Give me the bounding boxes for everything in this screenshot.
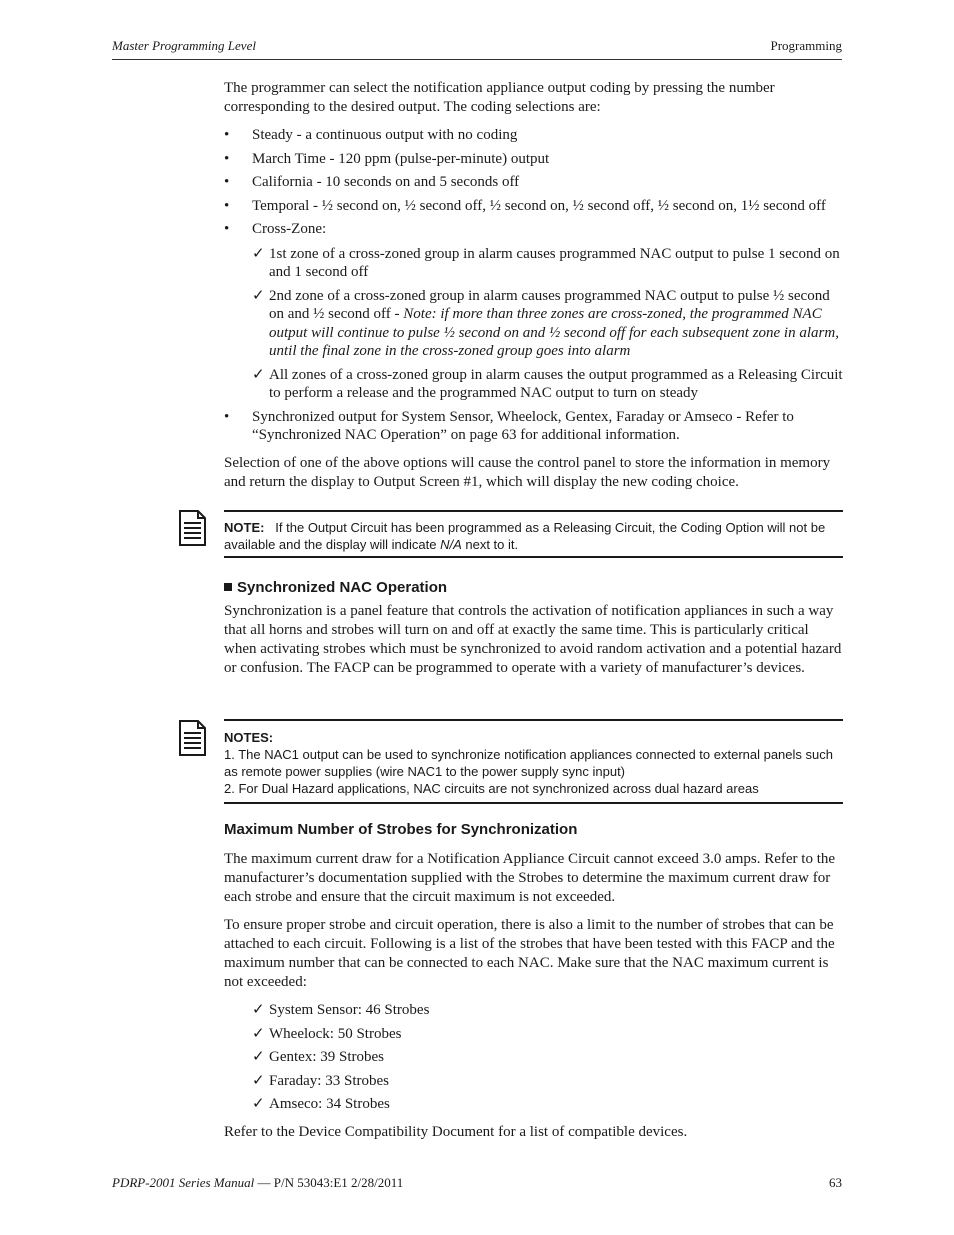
checkmark-icon: ✓ [252,1096,265,1112]
notes-label: NOTES: [224,730,274,745]
selection-paragraph: Selection of one of the above options will cause the control panel to store the information in memory and return the display to Output Screen #1, which will display the new coding choice. [224,454,831,490]
list-item: • California - 10 seconds on and 5 seconds off [224,174,520,190]
current-draw-paragraph: The maximum current draw for a Notification Appliance Circuit cannot exceed 3.0 amps. Refer to the manufacturer’s documentation supplied with the Strobes to determine the maximum current draw for each strobe and ensure that the circuit maximum is not exceeded. [224,851,836,905]
list-item: • March Time - 120 ppm (pulse-per-minute) output [224,150,550,167]
bullet-icon: • [224,197,230,214]
strobe-list [252,1001,844,1114]
cross-zone-note: Note: if more than three zones are cross-zoned, the programmed NAC output will continue to pulse ½ second on and ½ second off for each subsequent zone in alarm, until the final zone in the cross-zoned group goes into alarm [269,306,839,359]
checkmark-icon: ✓ [252,366,265,383]
page-number: 63 [829,1175,842,1190]
checkmark-icon: ✓ [252,287,265,304]
checkmark-icon: ✓ [252,245,265,262]
sync-section [224,579,844,687]
list-item: ✓ 1st zone of a cross-zoned group in alarm causes programmed NAC output to pulse 1 second on and 1 second off [252,245,840,280]
sync-paragraph: Synchronization is a panel feature that controls the activation of notification appliances in such a way that all horns and strobes will turn on and off at exactly the same time. This is particularly critical when activating strobes which must be synchronized to avoid random activation and a potential hazard or confusion. The FACP can be programmed to operate with a variety of manufacturer’s devices. [224,603,842,676]
list-item: ✓ System Sensor: 46 Strobes [252,1002,430,1018]
list-item: ✓ All zones of a cross-zoned group in alarm causes the output programmed as a Releasing Circuit to perform a release and the programmed NAC output to turn on steady [252,366,843,401]
note-label: NOTE: [224,520,265,535]
coding-content [224,79,844,501]
page-header [112,38,842,60]
list-item: • Cross-Zone: ✓ 1st zone of a cross-zoned group in alarm causes programmed NAC output to pulse 1 second on and 1 second off ✓ 2nd zone of a cross-zoned group in alarm causes programmed NAC output to pulse ½ second on and ½ second off - Note: if more than three zones are cross-zoned, the programmed NAC output will continue to pulse ½ second on and ½ second off for each subsequent zone in alarm, until the final zone in the cross-zoned group goes into alarm ✓ All zones of a cross-zoned group in alarm causes the output programmed as a Releasing Circuit to perform a release and the programmed NAC output to turn on steady [224,221,843,401]
note-item: 1. The NAC1 output can be used to synchronize notification appliances connected to external panels such as remote power supplies (wire NAC1 to the power supply sync input) [224,747,833,779]
list-item: ✓ Amseco: 34 Strobes [252,1096,390,1112]
bullet-icon: • [224,408,230,425]
header-chapter-title: Programming [770,38,842,53]
checkmark-icon: ✓ [252,1002,265,1018]
checkmark-icon: ✓ [252,1049,265,1065]
list-item: • Synchronized output for System Sensor, Wheelock, Gentex, Faraday or Amseco - Refer to “Synchronized NAC Operation” on page 63 for additional information. [224,408,794,443]
list-item: • Temporal - ½ second on, ½ second off, ½ second on, ½ second off, ½ second on, 1½ second off [224,197,826,214]
header-section-title: Master Programming Level [112,38,256,53]
bullet-icon: • [224,221,230,237]
list-item: ✓ Gentex: 39 Strobes [252,1049,384,1065]
bullet-icon: • [224,127,230,143]
list-item: ✓ 2nd zone of a cross-zoned group in alarm causes programmed NAC output to pulse ½ second on and ½ second off - Note: if more than three zones are cross-zoned, the programmed NAC output will continue to pulse ½ second on and ½ second off for each subsequent zone in alarm, until the final zone in the cross-zoned group goes into alarm [252,287,839,359]
intro-paragraph: The programmer can select the notification appliance output coding by pressing the number corresponding to the desired output. The coding selections are: [224,80,775,115]
checkmark-icon: ✓ [252,1025,265,1042]
list-item: ✓ Wheelock: 50 Strobes [252,1025,402,1042]
footer-manual-info: PDRP-2001 Series Manual — P/N 53043:E1 2/28/2011 [112,1175,404,1190]
list-item: • Steady - a continuous output with no coding [224,127,518,143]
bullet-icon: • [224,150,230,167]
note-item: 2. For Dual Hazard applications, NAC circuits are not synchronized across dual hazard areas [224,781,759,796]
max-strobes-section [224,821,844,1151]
sync-notes [224,719,843,804]
square-bullet-icon [224,583,232,591]
section-heading: Maximum Number of Strobes for Synchronization [224,821,578,838]
list-item: ✓ Faraday: 33 Strobes [252,1072,389,1089]
releasing-circuit-note: NOTE: If the Output Circuit has been programmed as a Releasing Circuit, the Coding Option will not be available and the display will indicate N/A next to it. [224,510,843,558]
notes-icon [179,720,206,756]
cross-zone-list [252,245,844,403]
strobe-limit-paragraph: To ensure proper strobe and circuit operation, there is also a limit to the number of strobes that can be attached to each circuit. Following is a list of the strobes that have been tested with this FACP and the maximum number that can be connected to each NAC. Make sure that the NAC maximum current is not exceeded: [224,917,835,990]
section-heading: Synchronized NAC Operation [224,579,844,596]
checkmark-icon: ✓ [252,1072,265,1089]
coding-list [224,126,844,445]
compatibility-paragraph: Refer to the Device Compatibility Document for a list of compatible devices. [224,1123,688,1140]
bullet-icon: • [224,174,230,190]
note-icon [179,510,206,546]
